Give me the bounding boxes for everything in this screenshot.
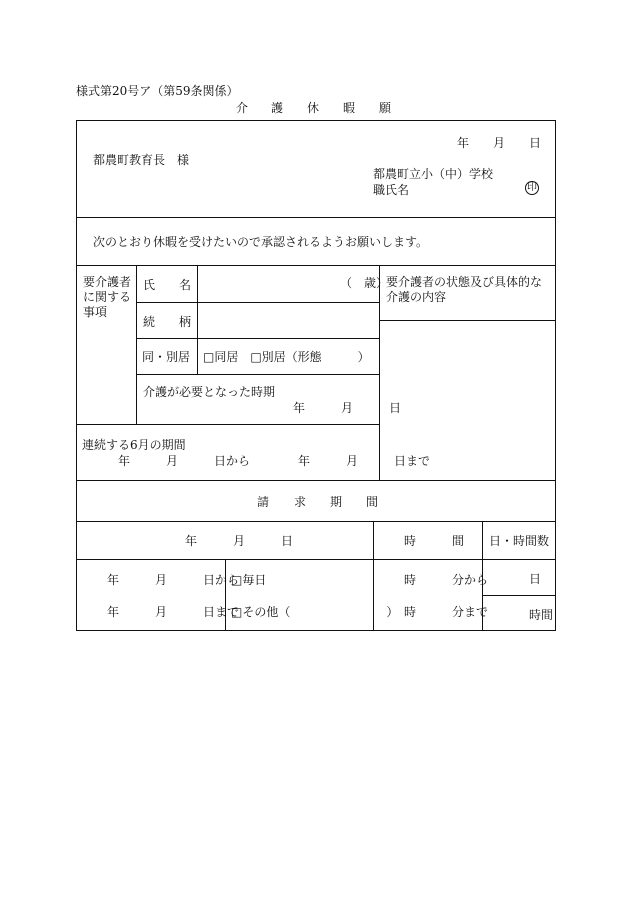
claim-time-header: 時 間 — [404, 534, 465, 548]
claim-from-date: 年 月 日から — [107, 573, 240, 587]
claim-other-checkbox[interactable]: □その他（ ） — [231, 605, 399, 619]
claim-date-header: 年 月 日 — [185, 534, 294, 548]
claim-title-char: 間 — [366, 495, 379, 509]
divider — [76, 480, 556, 481]
condition-label-line: 要介護者の状態及び具体的な — [386, 275, 543, 289]
school-name: 都農町立小（中）学校 — [373, 167, 494, 181]
divider — [136, 374, 379, 375]
divider — [197, 265, 198, 374]
divider — [136, 265, 137, 424]
need-time-date: 年 月 日 — [293, 401, 402, 415]
relation-label: 続 柄 — [143, 315, 192, 329]
position-name-label: 職氏名 — [373, 183, 410, 197]
claim-title-char: 請 — [257, 495, 270, 509]
divider — [76, 424, 379, 425]
claim-unit-day: 日 — [529, 572, 542, 586]
claim-title-char: 求 — [294, 495, 307, 509]
date-month-label: 月 — [493, 136, 506, 150]
title-char: 介 — [236, 101, 249, 115]
form-frame — [76, 120, 556, 631]
claim-count-header: 日・時間数 — [489, 534, 550, 548]
divider — [379, 265, 380, 480]
condition-label-line: 介護の内容 — [386, 290, 447, 304]
claim-unit-hours: 時間 — [529, 608, 554, 622]
divider — [225, 559, 226, 631]
claim-daily-checkbox[interactable]: □毎日 — [231, 573, 267, 587]
request-text: 次のとおり休暇を受けたいので承認されるようお願いします。 — [93, 235, 429, 249]
addressee: 都農町教育長 様 — [93, 153, 190, 167]
period-label: 連続する6月の期間 — [82, 438, 186, 452]
divider — [379, 320, 556, 321]
cohabit-label: 同・別居 — [142, 350, 191, 364]
date-year-label: 年 — [457, 136, 470, 150]
divider — [76, 217, 556, 218]
divider — [76, 521, 556, 522]
divider — [76, 265, 556, 266]
cohabit-options[interactable]: □同居 □別居（形態 ） — [203, 350, 370, 364]
seal-icon: 印 — [527, 182, 537, 193]
divider — [136, 302, 379, 303]
claim-to-time: 時 分まで — [404, 605, 489, 619]
claim-from-time: 時 分から — [404, 573, 489, 587]
form-id: 様式第20号ア（第59条関係） — [76, 84, 239, 98]
name-label: 氏 名 — [143, 278, 192, 292]
title-char: 暇 — [343, 101, 356, 115]
title-char: 休 — [307, 101, 320, 115]
date-day-label: 日 — [529, 136, 542, 150]
divider — [76, 559, 556, 560]
claim-title-char: 期 — [330, 495, 343, 509]
divider — [136, 338, 379, 339]
title-char: 護 — [271, 101, 284, 115]
section-label-line: 要介護者 — [83, 275, 132, 289]
period-range: 年 月 日から 年 月 日まで — [118, 454, 431, 468]
section-label-line: に関する — [83, 290, 132, 304]
claim-to-date: 年 月 日まで — [107, 605, 240, 619]
divider — [482, 595, 556, 596]
title-char: 願 — [379, 101, 392, 115]
section-label-line: 事項 — [83, 305, 108, 319]
age-label: （ 歳） — [340, 276, 389, 290]
need-time-label: 介護が必要となった時期 — [143, 385, 276, 399]
